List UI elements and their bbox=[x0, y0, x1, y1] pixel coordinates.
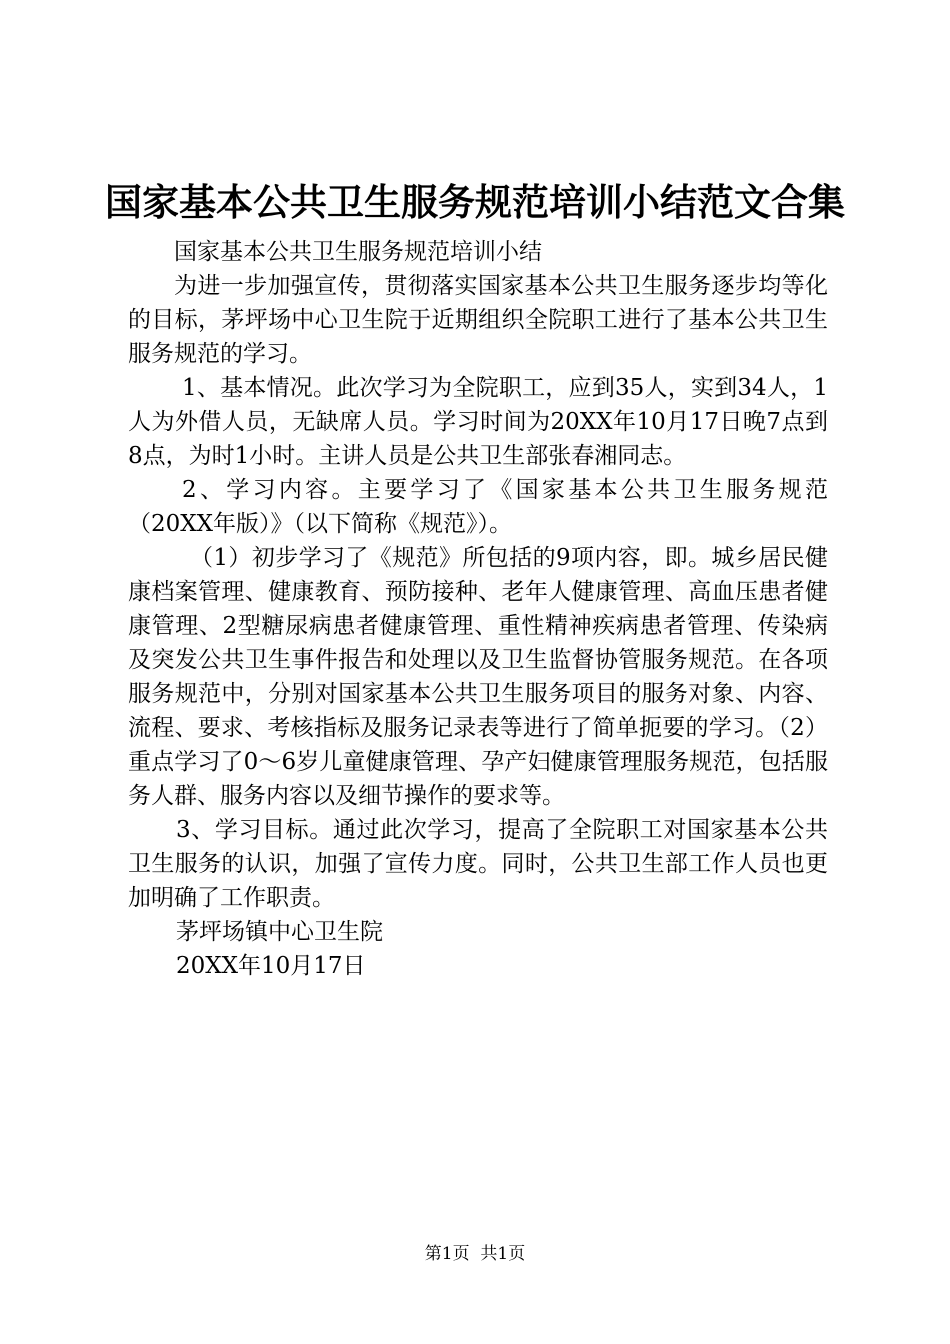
paragraph-study-detail: （1）初步学习了《规范》所包括的9项内容，即。城乡居民健康档案管理、健康教育、预防接种、老年人健康管理、高血压患者健康管理、2型糖尿病患者健康管理、重性精神疾病患者管理、传染病及突发公共卫生事件报告和处理以及卫生监督协管服务规范。在各项服务规范中，分别对国家基本公共卫生服务项目的服务对象、内容、流程、要求、考核指标及服务记录表等进行了简单扼要的学习。（2）重点学习了0～6岁儿童健康管理、孕产妇健康管理服务规范，包括服务人群、服务内容以及细节操作的要求等。 bbox=[128, 545, 828, 809]
page-number-footer: 第1页 共1页 bbox=[424, 1244, 526, 1264]
document-subtitle: 国家基本公共卫生服务规范培训小结 bbox=[174, 239, 542, 265]
signature-organization: 茅坪场镇中心卫生院 bbox=[176, 919, 383, 945]
paragraph-intro: 为进一步加强宣传，贯彻落实国家基本公共卫生服务逐步均等化的目标，茅坪场中心卫生院于近期组织全院职工进行了基本公共卫生服务规范的学习。 bbox=[128, 273, 828, 367]
document-body bbox=[128, 235, 828, 983]
paragraph-study-content: 2、学习内容。主要学习了《国家基本公共卫生服务规范（20XX年版）》（以下简称《规范》）。 bbox=[128, 477, 828, 537]
signature-date: 20XX年10月17日 bbox=[176, 953, 366, 979]
paragraph-basic-info: 1、基本情况。此次学习为全院职工，应到35人，实到34人，1人为外借人员，无缺席人员。学习时间为20XX年10月17日晚7点到8点，为时1小时。主讲人员是公共卫生部张春湘同志。 bbox=[128, 375, 828, 469]
document-title: 国家基本公共卫生服务规范培训小结范文合集 bbox=[105, 180, 845, 224]
paragraph-study-goal: 3、学习目标。通过此次学习，提高了全院职工对国家基本公共卫生服务的认识，加强了宣传力度。同时，公共卫生部工作人员也更加明确了工作职责。 bbox=[128, 817, 828, 911]
